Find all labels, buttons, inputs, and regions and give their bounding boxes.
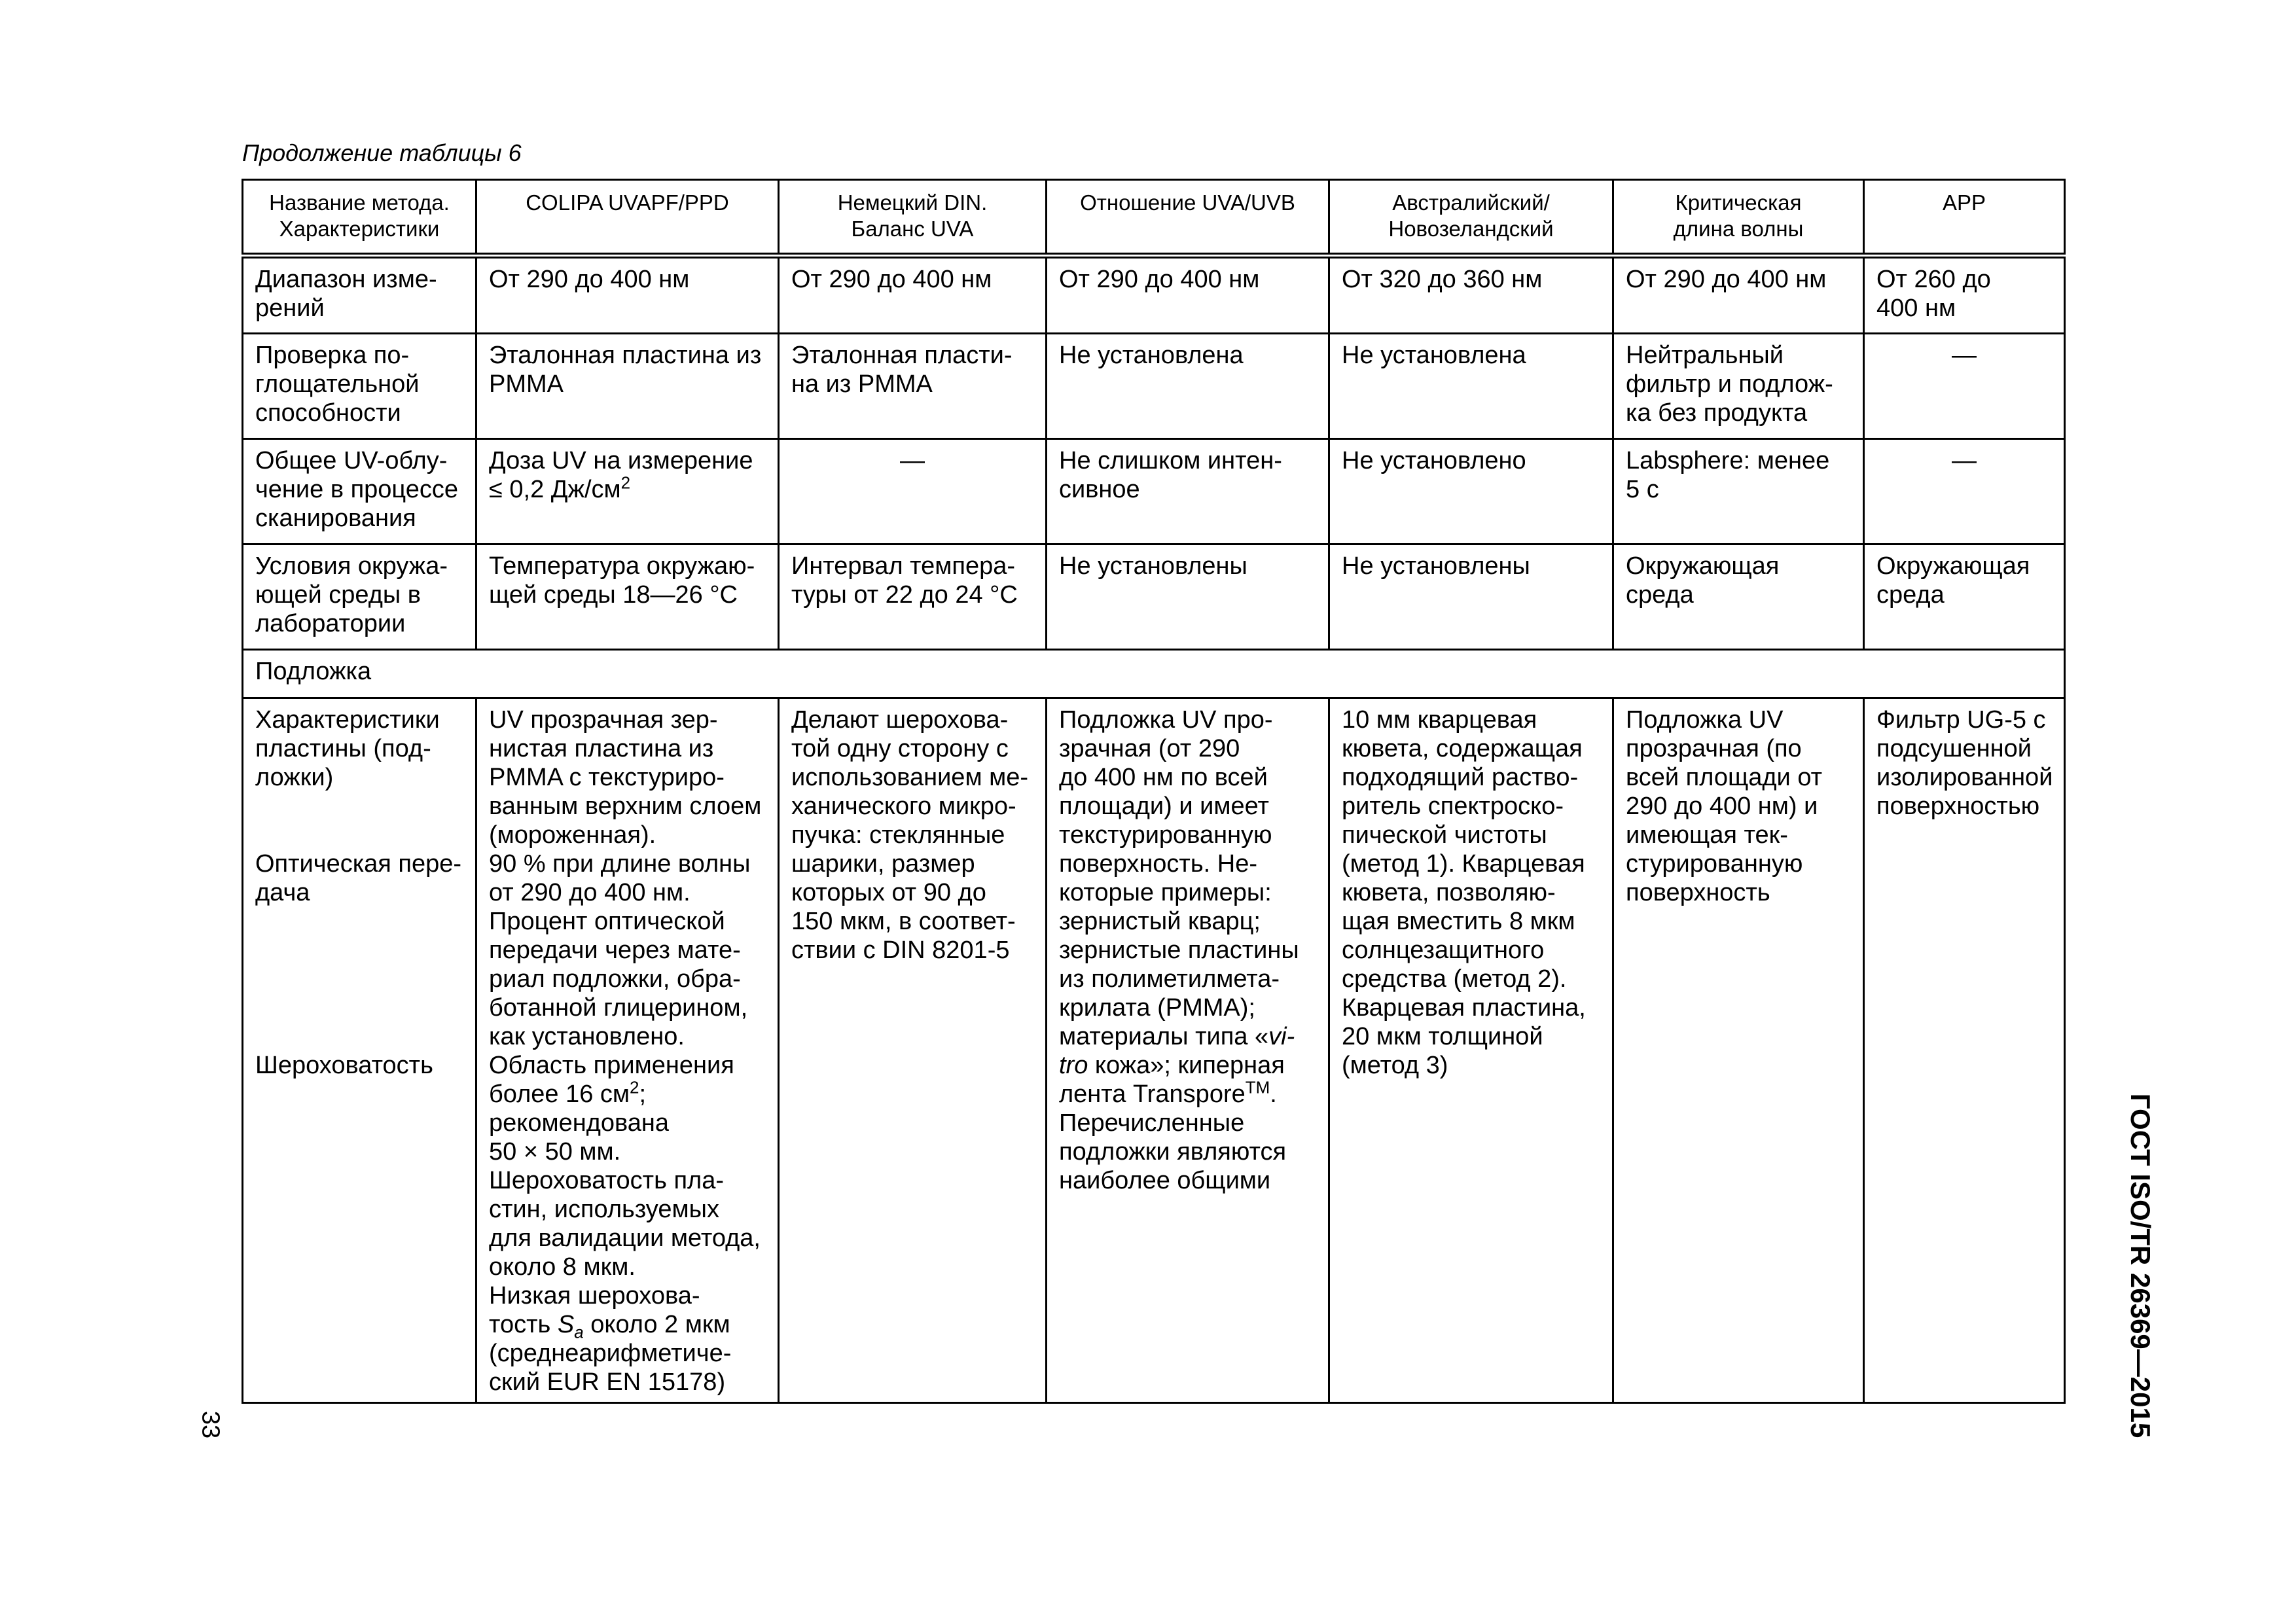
row-label: Условия окружа- ющей среды в лаборатории xyxy=(243,544,476,650)
row-label: Диапазон изме- рений xyxy=(243,256,476,334)
label-optical-transmission: Оптическая пере- дача xyxy=(255,850,462,906)
table-cell: Окружающая среда xyxy=(1864,544,2065,650)
section-title-substrate: Подложка xyxy=(243,650,2065,698)
label-roughness: Шероховатость xyxy=(255,1052,433,1079)
table-caption: Продолжение таблицы 6 xyxy=(242,139,522,166)
header-colipa: COLIPA UVAPF/PPD xyxy=(476,180,779,256)
table-cell-app-substrate: Фильтр UG-5 с подсушенной изолированной поверхностью xyxy=(1864,698,2065,1403)
table-row-substrate xyxy=(243,698,2065,1403)
table-cell-australian-substrate: 10 мм кварцевая кювета, содержащая подходящий раство- ритель спектроско- пической чистоты (метод 1). Кварцевая кювета, позволяю- щая вместить 8 мкм солнцезащитного средства (метод 2). Кварцевая пластина, 20 мкм толщиной (метод 3) xyxy=(1329,698,1613,1403)
table-cell: Температура окружаю- щей среды 18—26 °С xyxy=(476,544,779,650)
table-cell-din-substrate: Делают шерохова- той одну сторону с использованием ме- ханического микро- пучка: стеклянные шарики, размер которых от 90 до 150 мкм, в соответ- ствии с DIN 8201-5 xyxy=(779,698,1047,1403)
table-cell: — xyxy=(1864,439,2065,544)
header-australian: Австралийский/ Новозеландский xyxy=(1329,180,1613,256)
table-cell-ratio-substrate: Подложка UV про- зрачная (от 290 до 400 нм по всей площади) и имеет текстурированную поверхность. Не- которые примеры: зернистый кварц; зернистые пластины из полиметилмета- крилата (PMMA); материалы типа «vi- tro кожа»; киперная лента Transpore™. Перечисленные подложки являются наиболее общими xyxy=(1047,698,1329,1403)
table-cell: От 290 до 400 нм xyxy=(476,256,779,334)
table-cell: Доза UV на измерение ≤ 0,2 $Дж/см^2$ xyxy=(476,439,779,544)
table-cell: От 290 до 400 нм xyxy=(1047,256,1329,334)
table-cell: Не установлено xyxy=(1329,439,1613,544)
table-row-measurement-range xyxy=(243,256,2065,334)
table-row-section-substrate xyxy=(243,650,2065,698)
table-cell: Labsphere: менее 5 с xyxy=(1613,439,1864,544)
label-plate-characteristics: Характеристики пластины (под- ложки) xyxy=(255,706,440,791)
row-label xyxy=(243,698,476,1403)
header-german-din: Немецкий DIN. Баланс UVA xyxy=(779,180,1047,256)
header-row xyxy=(243,180,2065,256)
table-row-uv-exposure xyxy=(243,439,2065,544)
table-cell-critical-substrate: Подложка UV прозрачная (по всей площади от 290 до 400 нм) и имеющая тек- стурированную поверхность xyxy=(1613,698,1864,1403)
table-row-absorbance-check xyxy=(243,334,2065,439)
table-cell: От 260 до 400 нм xyxy=(1864,256,2065,334)
table-row-lab-conditions xyxy=(243,544,2065,650)
table-cell-colipa-substrate: UV прозрачная зер- нистая пластина из PMMA с текстуриро- ванным верхним слоем (мороженная). 90 % при длине волны от 290 до 400 нм. Процент оптической передачи через мате- риал подложки, обра- ботанной глицерином, как установлено. Область применения более 16 $см^2$; рекомендована 50 × 50 мм. Шероховатость пла- стин, используемых для валидации метода, около 8 мкм. Низкая шерохова- тость $S_a$ около 2 мкм (среднеарифметиче- ский EUR EN 15178) xyxy=(476,698,779,1403)
table-cell: От 320 до 360 нм xyxy=(1329,256,1613,334)
table-cell: Интервал темпера- туры от 22 до 24 °С xyxy=(779,544,1047,650)
table-cell: — xyxy=(779,439,1047,544)
table-cell: Не слишком интен- сивное xyxy=(1047,439,1329,544)
table-cell: От 290 до 400 нм xyxy=(1613,256,1864,334)
page-number: 33 xyxy=(196,1410,224,1439)
table-cell: Не установлены xyxy=(1329,544,1613,650)
comparison-table xyxy=(242,179,2066,1404)
row-label: Проверка по- глощательной способности xyxy=(243,334,476,439)
table-cell: Эталонная пласти- на из PMMA xyxy=(779,334,1047,439)
table-cell: Эталонная пластина из PMMA xyxy=(476,334,779,439)
header-app: APP xyxy=(1864,180,2065,256)
table-cell: Не установлена xyxy=(1047,334,1329,439)
row-label: Общее UV-облу- чение в процессе сканирования xyxy=(243,439,476,544)
table-cell: — xyxy=(1864,334,2065,439)
header-uva-uvb-ratio: Отношение UVA/UVB xyxy=(1047,180,1329,256)
table-cell: От 290 до 400 нм xyxy=(779,256,1047,334)
document-standard-label: ГОСТ ISO/TR 26369—2015 xyxy=(2125,1093,2156,1438)
table-cell: Нейтральный фильтр и подлож- ка без продукта xyxy=(1613,334,1864,439)
table-cell: Не установлены xyxy=(1047,544,1329,650)
header-critical-wavelength: Критическая длина волны xyxy=(1613,180,1864,256)
table-cell: Окружающая среда xyxy=(1613,544,1864,650)
header-method-characteristics: Название метода. Характеристики xyxy=(243,180,476,256)
table-cell: Не установлена xyxy=(1329,334,1613,439)
